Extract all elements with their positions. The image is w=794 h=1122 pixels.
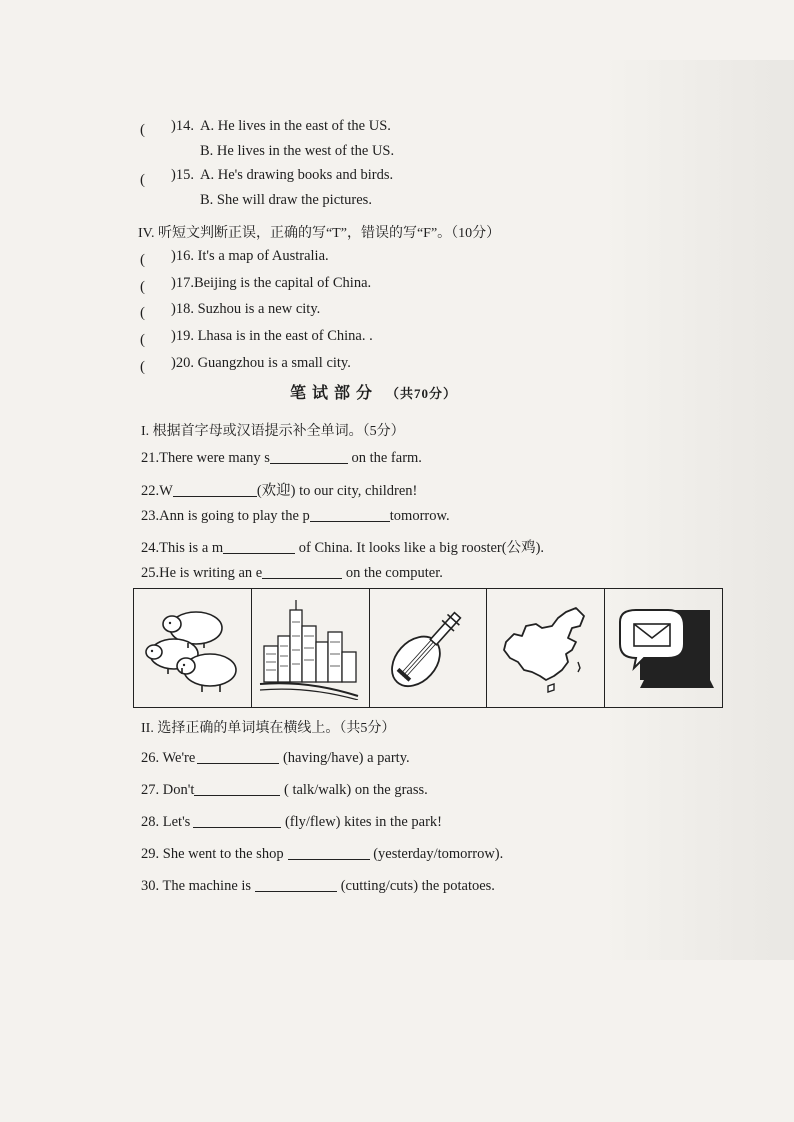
q26-line <box>141 750 410 767</box>
q14-option-a: A. He lives in the east of the US. <box>200 118 391 134</box>
section2-title: II. 选择正确的单词填在横线上。（共5分） <box>141 721 396 736</box>
answer-paren-19[interactable]: ( <box>140 332 145 348</box>
city-skyline-icon <box>258 596 362 700</box>
china-map-icon <box>496 598 596 698</box>
q22-prefix: 22.W <box>141 483 173 499</box>
q28-prefix: 28. Let's <box>141 814 191 830</box>
q29-line <box>141 846 503 863</box>
email-laptop-icon <box>614 600 714 696</box>
picture-cell-city <box>252 589 370 707</box>
q24-prefix: 24.This is a m <box>141 540 224 556</box>
q17-text: )17.Beijing is the capital of China. <box>171 275 372 291</box>
answer-paren-14[interactable]: ( <box>140 122 145 138</box>
q23-line <box>141 508 450 525</box>
q21-prefix: 21.There were many s <box>141 450 270 466</box>
section4-title: IV. 听短文判断正误，正确的写“T”，错误的写“F”。（10分） <box>138 226 501 241</box>
sheep-icon <box>142 600 242 696</box>
q28-line <box>141 814 442 831</box>
q27-line <box>141 782 428 799</box>
q26-suffix: (having/have) a party. <box>279 750 410 766</box>
q30-suffix: (cutting/cuts) the potatoes. <box>337 878 495 894</box>
picture-cell-map <box>487 589 605 707</box>
q27-prefix: 27. Don't <box>141 782 195 798</box>
q25-blank[interactable] <box>262 577 342 579</box>
q18-text: )18. Suzhou is a new city. <box>171 301 321 317</box>
q30-prefix: 30. The machine is <box>141 878 252 894</box>
q23-prefix: 23.Ann is going to play the p <box>141 508 310 524</box>
q28-blank[interactable] <box>193 826 281 828</box>
q24-line <box>141 536 544 557</box>
written-title-text: 笔试部分 <box>290 385 379 402</box>
answer-paren-18[interactable]: ( <box>140 305 145 321</box>
q26-blank[interactable] <box>197 762 279 764</box>
q25-line <box>141 565 443 582</box>
picture-strip <box>133 588 723 708</box>
picture-cell-sheep <box>134 589 252 707</box>
q23-suffix: tomorrow. <box>389 508 450 524</box>
answer-paren-16[interactable]: ( <box>140 252 145 268</box>
q29-blank[interactable] <box>288 858 370 860</box>
q16-text: )16. It's a map of Australia. <box>171 248 329 264</box>
q29-suffix: (yesterday/tomorrow). <box>369 846 504 862</box>
answer-paren-17[interactable]: ( <box>140 279 145 295</box>
q21-suffix: on the farm. <box>347 450 422 466</box>
q22-blank[interactable] <box>173 495 257 497</box>
q15-number: )15. <box>171 167 194 183</box>
q22-line <box>141 479 417 500</box>
q20-text: )20. Guangzhou is a small city. <box>171 355 351 371</box>
q14-option-b: B. He lives in the west of the US. <box>200 143 395 159</box>
q14-number: )14. <box>171 118 194 134</box>
written-score-text: （共70分） <box>386 386 458 401</box>
q15-option-a: A. He's drawing books and birds. <box>200 167 394 183</box>
q30-blank[interactable] <box>255 890 337 892</box>
q26-prefix: 26. We're <box>141 750 196 766</box>
q24-suffix: of China. It looks like a big rooster(公鸡). <box>295 540 545 556</box>
picture-cell-email <box>605 589 722 707</box>
q27-suffix: ( talk/walk) on the grass. <box>280 782 428 798</box>
q21-blank[interactable] <box>270 462 348 464</box>
picture-cell-pipa <box>370 589 488 707</box>
section1-title: I. 根据首字母或汉语提示补全单词。（5分） <box>141 424 405 439</box>
q24-blank[interactable] <box>223 552 295 554</box>
written-part-title <box>290 380 457 403</box>
answer-paren-15[interactable]: ( <box>140 172 145 188</box>
q21-line <box>141 450 422 467</box>
q30-line <box>141 878 495 895</box>
answer-paren-20[interactable]: ( <box>140 359 145 375</box>
q25-prefix: 25.He is writing an e <box>141 565 263 581</box>
q28-suffix: (fly/flew) kites in the park! <box>281 814 442 830</box>
q15-option-b: B. She will draw the pictures. <box>200 192 372 208</box>
q19-text: )19. Lhasa is in the east of China. . <box>171 328 373 344</box>
bleed-through-shadow <box>600 60 794 960</box>
pipa-icon <box>378 598 478 698</box>
q23-blank[interactable] <box>310 520 390 522</box>
q25-suffix: on the computer. <box>342 565 443 581</box>
q29-prefix: 29. She went to the shop <box>141 846 284 862</box>
q22-suffix: (欢迎) to our city, children! <box>256 483 418 499</box>
q27-blank[interactable] <box>194 794 280 796</box>
